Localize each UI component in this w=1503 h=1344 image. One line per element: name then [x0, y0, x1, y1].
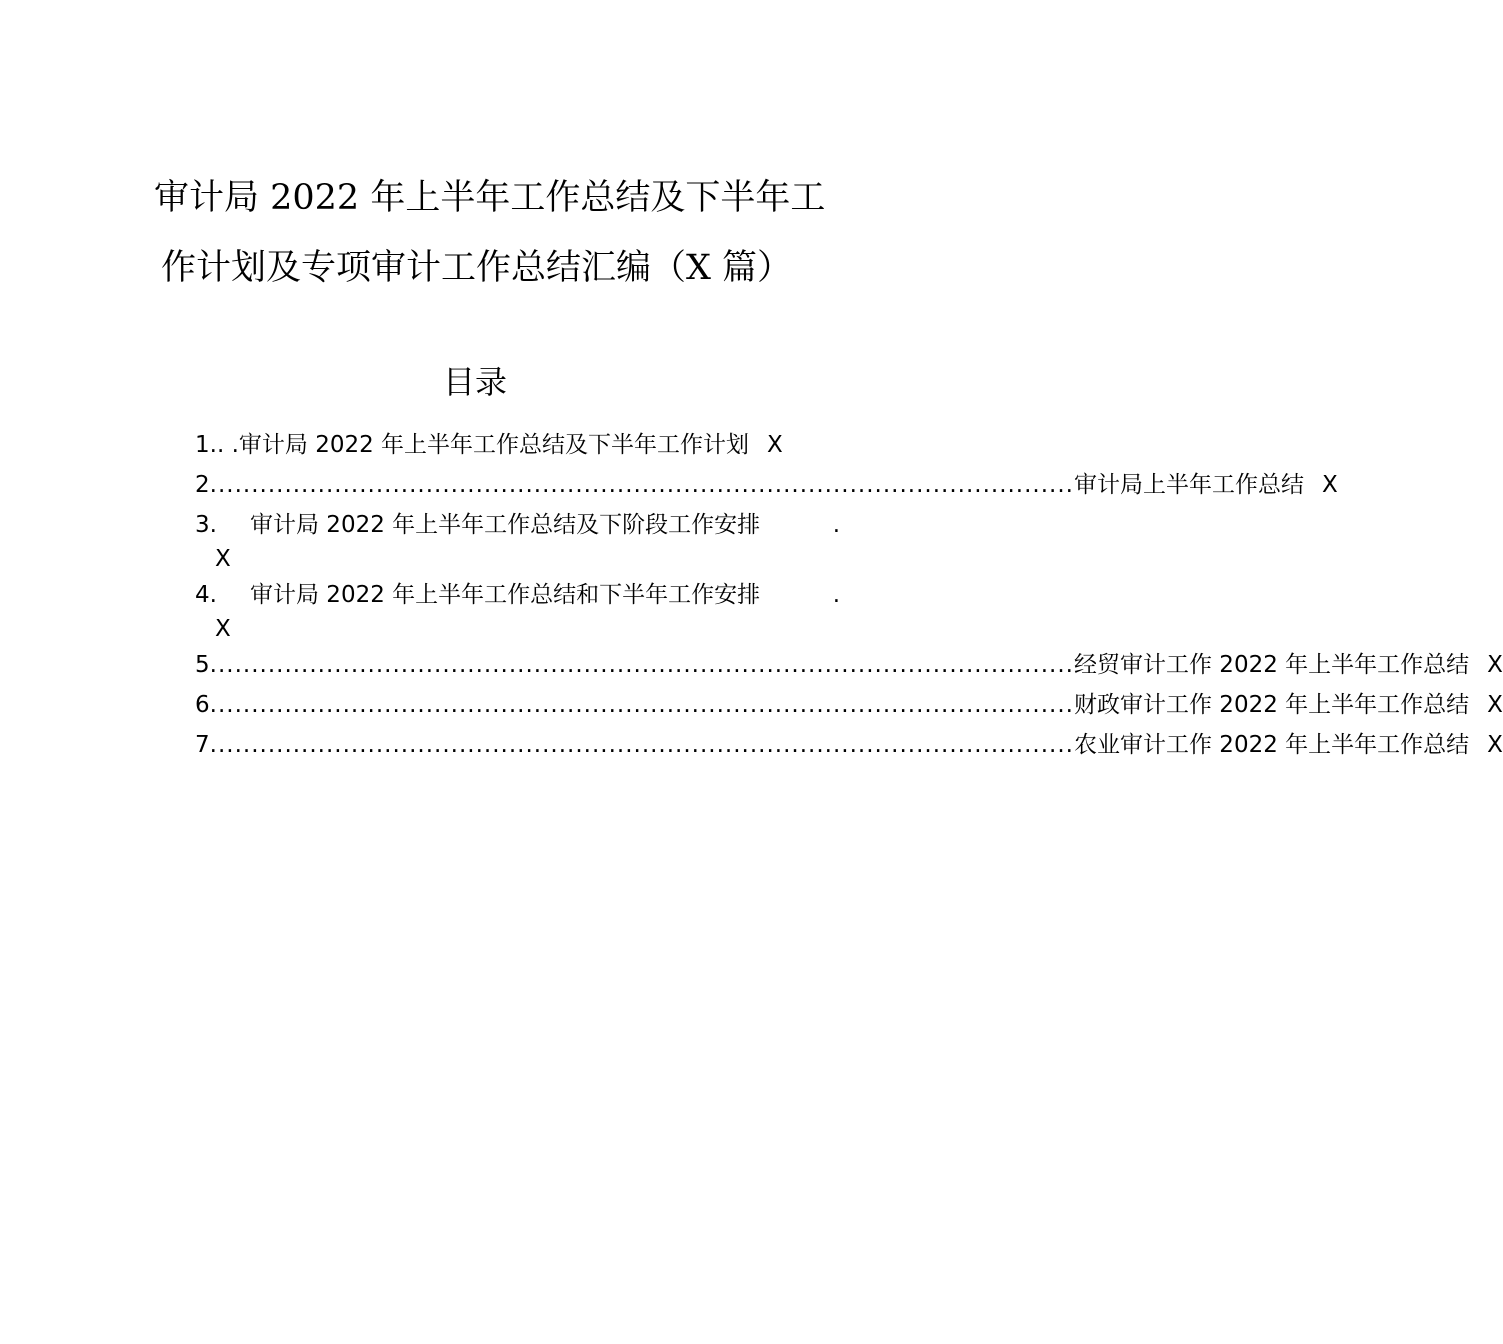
toc-dot-leader: ........................................................................................................: [209, 652, 1074, 678]
toc-entry-number: 2: [195, 472, 210, 498]
toc-entry-page-number: X: [1487, 728, 1503, 762]
toc-entry-4[interactable]: [195, 578, 840, 648]
toc-entry-page-number: X: [215, 616, 231, 642]
document-title-line-2: 作计划及专项审计工作总结汇编（X 篇）: [161, 248, 793, 288]
toc-entry-5[interactable]: [195, 648, 1503, 688]
toc-dot-leader: ........................................................................................................: [209, 692, 1074, 718]
toc-entry-number: 3.: [195, 512, 217, 538]
toc-entry-page-number: X: [1322, 468, 1338, 502]
toc-entry-1[interactable]: [195, 428, 840, 468]
toc-entry-title: 农业审计工作 2022 年上半年工作总结: [1074, 732, 1470, 758]
toc-entry-leader: .: [832, 582, 840, 608]
document-title-line-1: 审计局 2022 年上半年工作总结及下半年工: [154, 178, 826, 218]
toc-entry-page-number: X: [1487, 648, 1503, 682]
toc-entry-title: 审计局上半年工作总结: [1074, 472, 1304, 498]
table-of-contents: [195, 428, 1503, 768]
toc-entry-leader: . .: [216, 432, 239, 458]
toc-entry-title: 审计局 2022 年上半年工作总结及下半年工作计划: [238, 432, 750, 458]
toc-entry-3[interactable]: [195, 508, 840, 578]
toc-entry-page-number: X: [767, 428, 783, 462]
toc-entry-title: 经贸审计工作 2022 年上半年工作总结: [1074, 652, 1470, 678]
toc-entry-leader: .: [832, 512, 840, 538]
toc-entry-number: 5: [195, 652, 210, 678]
toc-entry-number: 7: [195, 732, 210, 758]
toc-heading: 目录: [442, 363, 507, 401]
toc-entry-2[interactable]: [195, 468, 1338, 508]
toc-entry-7[interactable]: [195, 728, 1503, 768]
toc-entry-number: 4.: [195, 582, 217, 608]
toc-entry-title: 财政审计工作 2022 年上半年工作总结: [1074, 692, 1470, 718]
toc-entry-page-number: X: [1487, 688, 1503, 722]
toc-entry-page-number: X: [215, 546, 231, 572]
toc-dot-leader: ........................................................................................................: [209, 732, 1074, 758]
toc-entry-title: 审计局 2022 年上半年工作总结及下阶段工作安排: [250, 512, 761, 538]
toc-entry-number: 1.: [195, 432, 217, 458]
toc-entry-number: 6: [195, 692, 210, 718]
toc-entry-6[interactable]: [195, 688, 1503, 728]
toc-entry-title: 审计局 2022 年上半年工作总结和下半年工作安排: [250, 582, 761, 608]
toc-dot-leader: ........................................................................................................: [209, 472, 1074, 498]
